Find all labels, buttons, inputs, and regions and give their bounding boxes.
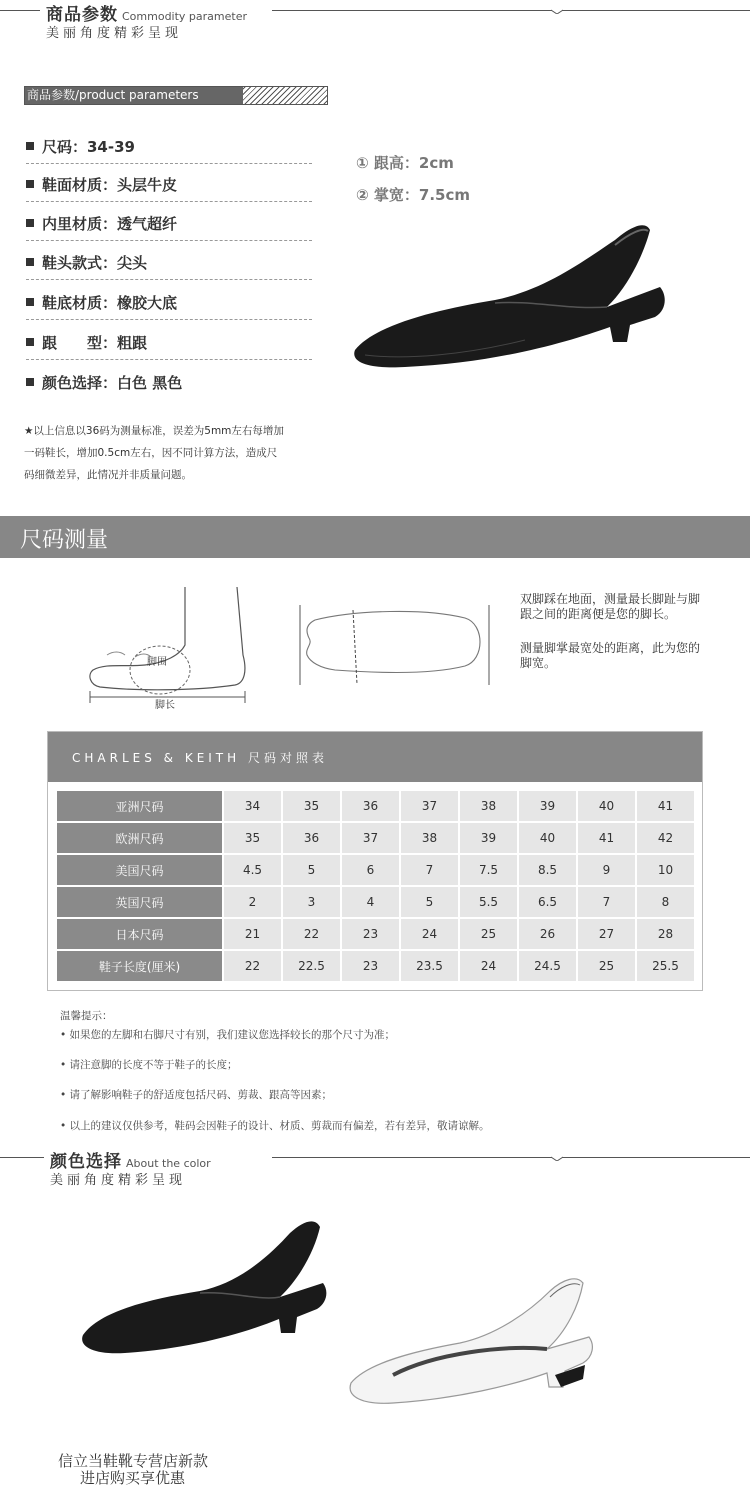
bullet-square-icon xyxy=(26,338,34,346)
size-cell: 23 xyxy=(342,951,399,981)
size-row-label: 日本尺码 xyxy=(57,919,222,949)
commodity-title: 商品参数 Commodity parameter xyxy=(46,5,248,25)
notch-icon xyxy=(551,6,563,14)
size-row-label: 欧洲尺码 xyxy=(57,823,222,853)
size-cell: 8.5 xyxy=(519,855,576,885)
size-cell: 40 xyxy=(578,791,635,821)
foot-side-illustration xyxy=(85,585,250,710)
heel-height-text: ① 跟高：2cm xyxy=(356,154,454,172)
size-cell: 42 xyxy=(637,823,694,853)
size-cell: 38 xyxy=(460,791,517,821)
bullet-square-icon xyxy=(26,258,34,266)
size-cell: 40 xyxy=(519,823,576,853)
size-cell: 7 xyxy=(401,855,458,885)
size-cell: 8 xyxy=(637,887,694,917)
param-row-upper: 鞋面材质：头层牛皮 xyxy=(26,174,312,202)
size-cell: 6 xyxy=(342,855,399,885)
palm-width-text: ② 掌宽：7.5cm xyxy=(356,186,471,204)
header-line-right xyxy=(272,10,750,11)
color-title-en: About the color xyxy=(126,1157,211,1170)
tip-item: • 如果您的左脚和右脚尺寸有别，我们建议您选择较长的那个尺寸为准； xyxy=(60,1029,396,1041)
color-section-header xyxy=(0,1147,750,1193)
size-cell: 24 xyxy=(401,919,458,949)
size-cell: 28 xyxy=(637,919,694,949)
size-cell: 9 xyxy=(578,855,635,885)
foot-length-label: 脚长 xyxy=(155,700,175,710)
size-row-label: 英国尺码 xyxy=(57,887,222,917)
size-cell: 25.5 xyxy=(637,951,694,981)
color-title: 颜色选择 About the color xyxy=(50,1152,211,1172)
size-cell: 39 xyxy=(460,823,517,853)
size-cell: 37 xyxy=(401,791,458,821)
size-cell: 41 xyxy=(578,823,635,853)
size-cell: 10 xyxy=(637,855,694,885)
black-shoe-color-image xyxy=(75,1215,345,1365)
footer-line-2: 进店购买享优惠 xyxy=(80,1469,186,1487)
param-row-toe: 鞋头款式：尖头 xyxy=(26,252,312,280)
param-row-heel: 跟 型：粗跟 xyxy=(26,332,312,360)
size-row xyxy=(57,791,694,821)
size-cell: 26 xyxy=(519,919,576,949)
foot-length-instructions: 双脚踩在地面，测量最长脚趾与脚 跟之间的距离便是您的脚长。 xyxy=(520,592,701,621)
size-cell: 4 xyxy=(342,887,399,917)
size-row xyxy=(57,919,694,949)
commodity-section-header xyxy=(0,0,750,46)
size-cell: 4.5 xyxy=(224,855,281,885)
tip-item: • 以上的建议仅供参考，鞋码会因鞋子的设计、材质、剪裁而有偏差，若有差异，敬请谅解。 xyxy=(60,1120,490,1132)
bullet-square-icon xyxy=(26,180,34,188)
param-bar xyxy=(24,86,328,105)
size-cell: 5.5 xyxy=(460,887,517,917)
foot-girth-label: 脚围 xyxy=(147,657,167,668)
footer-line-1: 信立当鞋靴专营店新款 xyxy=(58,1452,209,1470)
color-subtitle: 美丽角度精彩呈现 xyxy=(50,1173,187,1188)
size-chart-title: CHARLES & KEITH 尺码对照表 xyxy=(72,751,328,765)
size-row-label: 美国尺码 xyxy=(57,855,222,885)
size-cell: 24.5 xyxy=(519,951,576,981)
size-cell: 25 xyxy=(460,919,517,949)
size-cell: 22 xyxy=(224,951,281,981)
size-row-label: 鞋子长度(厘米) xyxy=(57,951,222,981)
size-cell: 22 xyxy=(283,919,340,949)
size-cell: 6.5 xyxy=(519,887,576,917)
size-cell: 23 xyxy=(342,919,399,949)
size-row xyxy=(57,887,694,917)
size-cell: 3 xyxy=(283,887,340,917)
size-measure-title: 尺码测量 xyxy=(20,528,109,553)
size-cell: 39 xyxy=(519,791,576,821)
size-cell: 36 xyxy=(283,823,340,853)
size-chart xyxy=(47,731,703,991)
size-cell: 37 xyxy=(342,823,399,853)
header-line-left xyxy=(0,1157,44,1158)
size-row xyxy=(57,951,694,981)
size-cell: 22.5 xyxy=(283,951,340,981)
header-line-left xyxy=(0,10,40,11)
bullet-square-icon xyxy=(26,219,34,227)
size-cell: 21 xyxy=(224,919,281,949)
size-row xyxy=(57,823,694,853)
size-cell: 34 xyxy=(224,791,281,821)
size-row xyxy=(57,855,694,885)
size-cell: 38 xyxy=(401,823,458,853)
size-cell: 2 xyxy=(224,887,281,917)
size-cell: 41 xyxy=(637,791,694,821)
param-row-lining: 内里材质：透气超纤 xyxy=(26,213,312,241)
size-cell: 25 xyxy=(578,951,635,981)
size-cell: 27 xyxy=(578,919,635,949)
size-chart-table xyxy=(55,789,696,983)
size-cell: 36 xyxy=(342,791,399,821)
param-bar-label: 商品参数/product parameters xyxy=(25,87,243,104)
size-cell: 23.5 xyxy=(401,951,458,981)
size-row-label: 亚洲尺码 xyxy=(57,791,222,821)
header-line-right xyxy=(272,1157,750,1158)
white-shoe-color-image xyxy=(345,1275,605,1415)
size-cell: 5 xyxy=(283,855,340,885)
bullet-square-icon xyxy=(26,142,34,150)
size-chart-header xyxy=(48,732,702,782)
size-measure-band xyxy=(0,516,750,558)
param-row-color: 颜色选择：白色 黑色 xyxy=(26,372,312,400)
param-row-sole: 鞋底材质：橡胶大底 xyxy=(26,292,312,320)
param-row-size: 尺码：34-39 xyxy=(26,136,312,164)
size-cell: 7 xyxy=(578,887,635,917)
measurement-note: ★以上信息以36码为测量标准，误差为5mm左右每增加 一码鞋长，增加0.5cm左右，因不同计算方法，造成尺 码细微差异，此情况并非质量问题。 xyxy=(24,425,284,481)
size-cell: 7.5 xyxy=(460,855,517,885)
tip-item: • 请注意脚的长度不等于鞋子的长度； xyxy=(60,1059,238,1071)
tips-title: 温馨提示： xyxy=(60,1010,113,1022)
bullet-square-icon xyxy=(26,378,34,386)
black-shoe-image xyxy=(345,215,675,375)
bullet-square-icon xyxy=(26,298,34,306)
foot-width-instructions: 测量脚掌最宽处的距离，此为您的 脚宽。 xyxy=(520,641,701,670)
commodity-subtitle: 美丽角度精彩呈现 xyxy=(46,26,183,41)
size-cell: 24 xyxy=(460,951,517,981)
notch-icon xyxy=(551,1153,563,1161)
foot-top-illustration xyxy=(295,600,495,690)
size-cell: 35 xyxy=(224,823,281,853)
size-cell: 35 xyxy=(283,791,340,821)
size-cell: 5 xyxy=(401,887,458,917)
tip-item: • 请了解影响鞋子的舒适度包括尺码、剪裁、跟高等因素； xyxy=(60,1089,333,1101)
commodity-title-en: Commodity parameter xyxy=(122,10,248,23)
